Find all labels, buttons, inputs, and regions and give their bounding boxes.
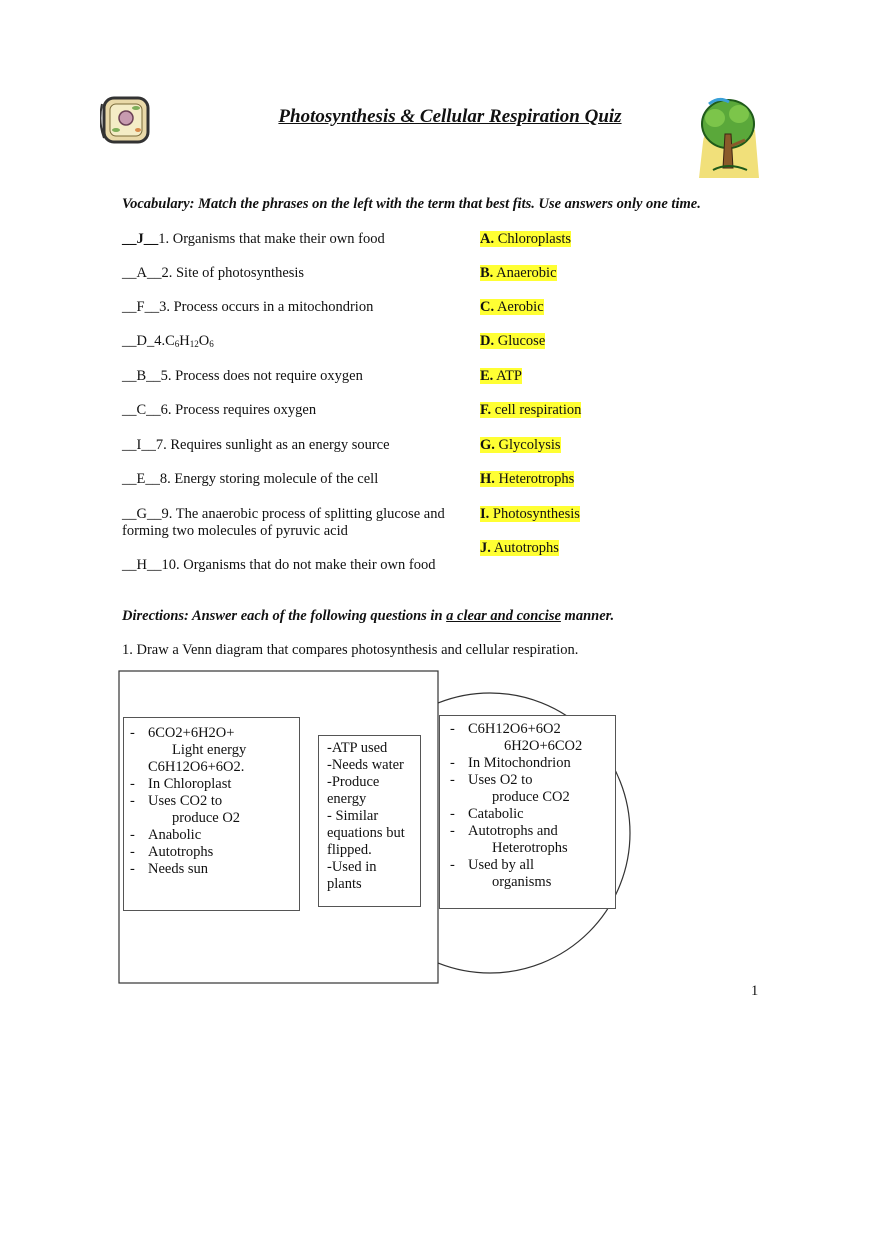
term-f: F. cell respiration [480,402,582,418]
page-number: 1 [751,983,759,999]
term-h: H. Heterotrophs [480,471,575,487]
venn-left-box: - 6CO2+6H2O+ Light energy C6H12O6+6O2. - In Chloroplast - Uses CO2 to produce O2 - Anabolic - Autotrophs - Needs sun [123,717,300,911]
answer-directions: Directions: Answer each of the following questions in a clear and concise manner. [122,608,615,624]
term-d: D. Glucose [480,333,546,349]
question-1: __J__1. Organisms that make their own food [122,231,385,247]
term-e: E. ATP [480,368,522,384]
venn-right-box: - C6H12O6+6O2 6H2O+6CO2 - In Mitochondrion - Uses O2 to produce CO2 - Catabolic - Autotrophs and Heterotrophs - Used by all organisms [439,715,616,909]
question-6: __C__6. Process requires oxygen [122,402,317,418]
term-a: A. Chloroplasts [480,231,572,247]
venn-middle-box: -ATP used -Needs water -Produce energy - Similar equations but flipped. -Used in plants [318,735,421,907]
question-10: __H__10. Organisms that do not make their own food [122,557,436,573]
page-title: Photosynthesis & Cellular Respiration Quiz [278,106,622,127]
question-7: __I__7. Requires sunlight as an energy source [122,437,390,453]
term-c: C. Aerobic [480,299,544,315]
question-5: __B__5. Process does not require oxygen [122,368,363,384]
term-j: J. Autotrophs [480,540,559,556]
vocabulary-directions: Vocabulary: Match the phrases on the left with the term that best fits. Use answers only one time. [122,196,701,212]
term-g: G. Glycolysis [480,437,561,453]
term-b: B. Anaerobic [480,265,557,281]
term-i: I. Photosynthesis [480,506,580,522]
question-8: __E__8. Energy storing molecule of the cell [122,471,379,487]
question-4: $\_\_D\_4.C_6H_{12}O_6$ [122,333,214,349]
question-2: __A__2. Site of photosynthesis [122,265,305,281]
question-9: __G__9. The anaerobic process of splitting glucose and forming two molecules of pyruvic acid [122,506,445,539]
question-venn: 1. Draw a Venn diagram that compares photosynthesis and cellular respiration. [122,642,579,658]
question-3: __F__3. Process occurs in a mitochondrion [122,299,374,315]
